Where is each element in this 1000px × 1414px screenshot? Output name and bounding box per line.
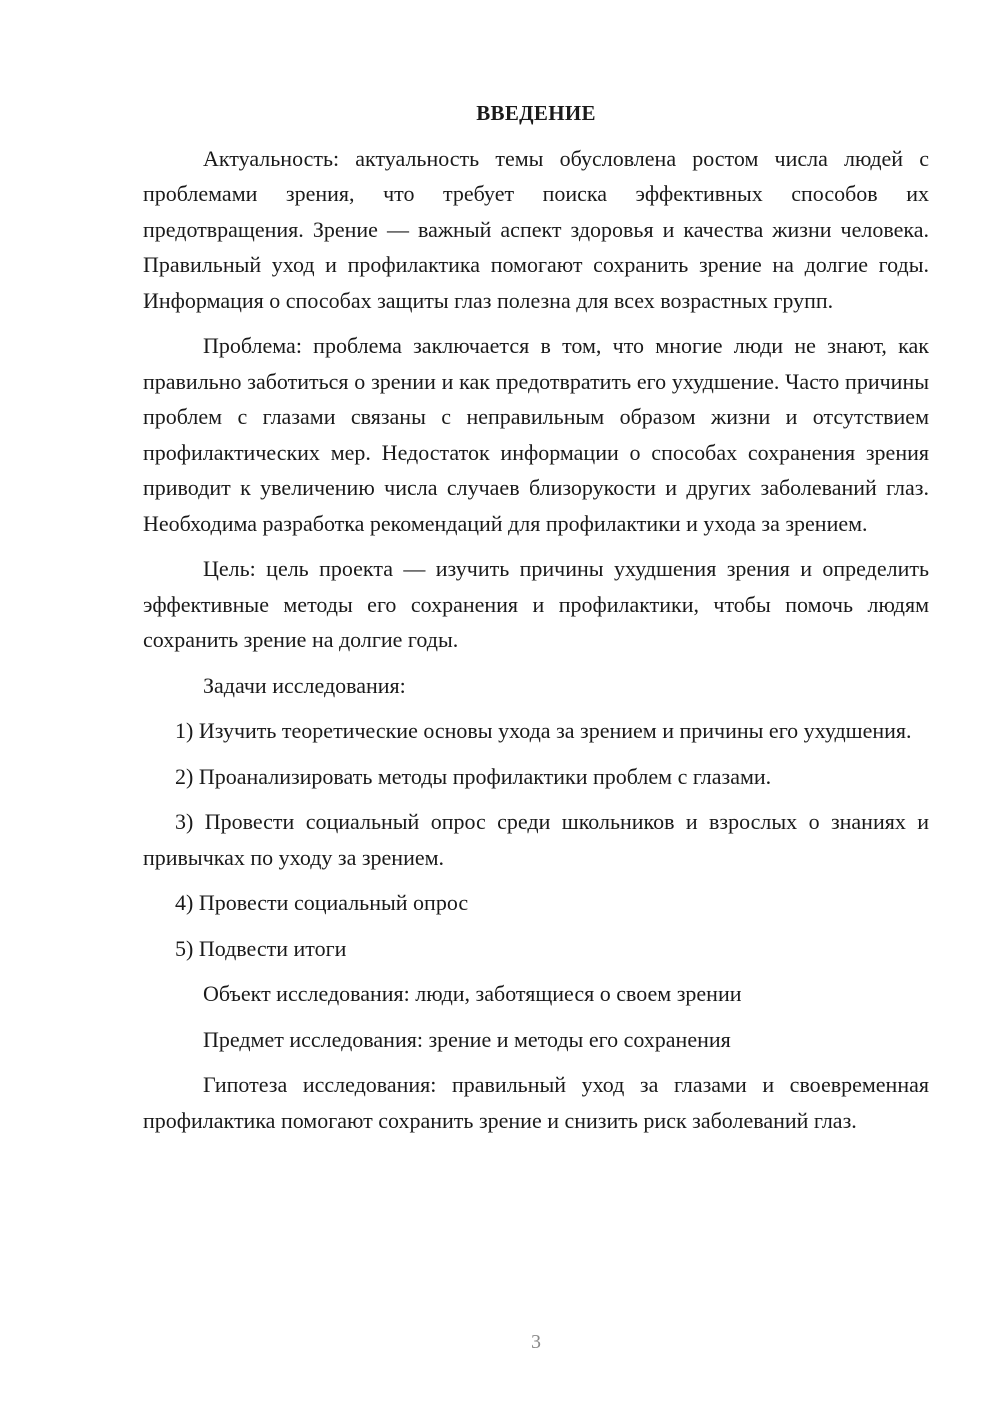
research-subject: Предмет исследования: зрение и методы его сохранения: [203, 1026, 731, 1052]
page-number: 3: [531, 1331, 541, 1353]
research-object: Объект исследования: люди, заботящиеся о своем зрении: [203, 981, 742, 1006]
task-item-3: 3) Провести социальный опрос среди школьников и взрослых о знаниях и привычках по уходу за зрением.: [143, 809, 929, 870]
task-item-4: 4) Провести социальный опрос: [175, 890, 469, 915]
task-item-5: 5) Подвести итоги: [175, 935, 347, 961]
page-title: ВВЕДЕНИЕ: [476, 101, 596, 125]
paragraph-problem: Проблема: проблема заключается в том, что многие люди не знают, как правильно заботиться о зрении и как предотвратить его ухудшение. Часто причины проблем с глазами связаны с неправильным образом жизни и отсутствием профилактических мер. Недостаток информации о способах сохранения зрения приводит к увеличению числа случаев близорукости и других заболеваний глаз. Необходима разработка рекомендаций для профилактики и ухода за зрением.: [143, 333, 929, 536]
document-page: [143, 96, 929, 1148]
paragraph-relevance: Актуальность: актуальность темы обусловлена ростом числа людей с проблемами зрения, что требует поиска эффективных способов их предотвращения. Зрение — важный аспект здоровья и качества жизни человека. Правильный уход и профилактика помогают сохранить зрение на долгие годы. Информация о способах защиты глаз полезна для всех возрастных групп.: [143, 145, 929, 313]
research-hypothesis: Гипотеза исследования: правильный уход за глазами и своевременная профилактика помогают сохранить зрение и снизить риск заболеваний глаз.: [143, 1072, 929, 1133]
tasks-heading: Задачи исследования:: [203, 672, 406, 698]
task-item-1: 1) Изучить теоретические основы ухода за зрением и причины его ухудшения.: [175, 718, 912, 743]
paragraph-goal: Цель: цель проекта — изучить причины ухудшения зрения и определить эффективные методы его сохранения и профилактики, чтобы помочь людям сохранить зрение на долгие годы.: [143, 556, 929, 652]
task-item-2: 2) Проанализировать методы профилактики проблем с глазами.: [175, 763, 772, 789]
